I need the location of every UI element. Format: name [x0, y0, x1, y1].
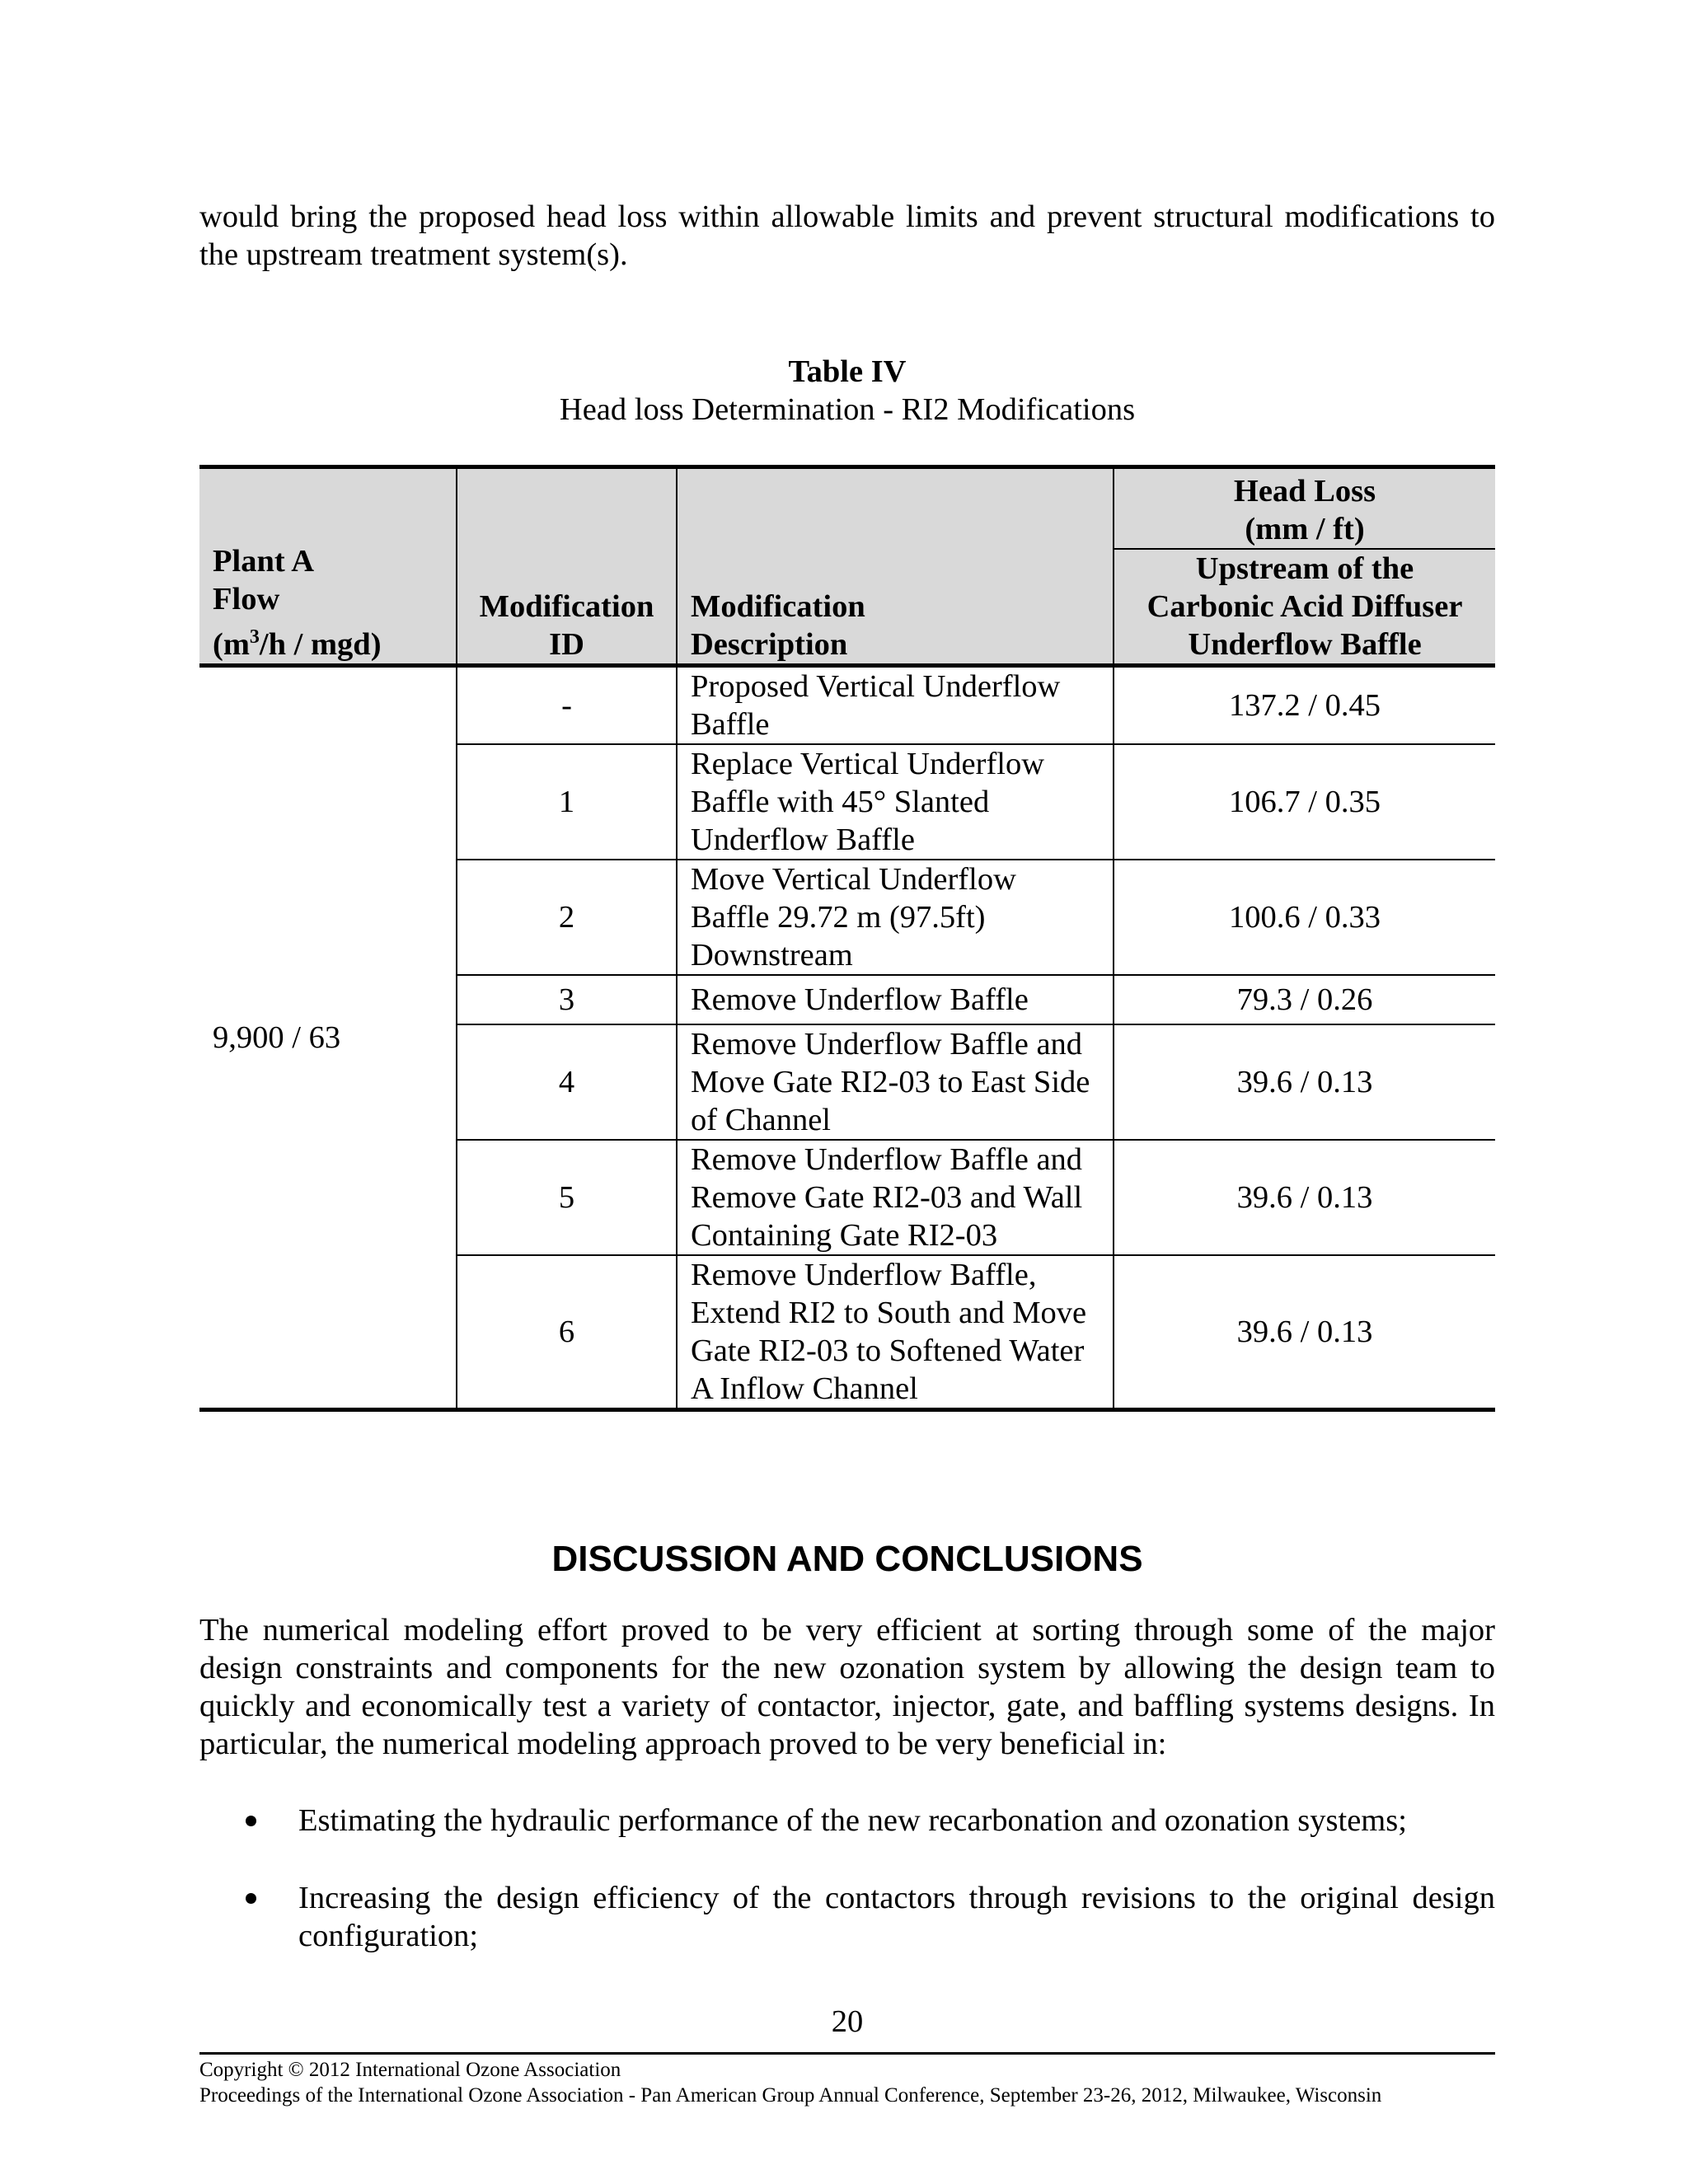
table-header-row: [199, 467, 1495, 550]
row-id: 3: [457, 975, 677, 1024]
row-id: 6: [457, 1255, 677, 1410]
header-modification-id: [457, 467, 677, 666]
header-mod-id-line1: Modification: [479, 589, 654, 624]
header-mod-id-line2: ID: [549, 627, 584, 662]
head-loss-table: [199, 465, 1495, 1412]
page-number: 20: [831, 2004, 864, 2039]
row-id: -: [457, 666, 677, 745]
row-description: Replace Vertical Underflow Baffle with 45° Slanted Underflow Baffle: [677, 744, 1114, 860]
row-id: 5: [457, 1140, 677, 1255]
table-row: [199, 666, 1495, 745]
bullet-text: Estimating the hydraulic performance of the new recarbonation and ozonation systems;: [298, 1803, 1407, 1838]
bullet-text: Increasing the design efficiency of the contactors through revisions to the original design configuration;: [298, 1881, 1495, 1953]
row-description: Remove Underflow Baffle: [677, 975, 1114, 1024]
table-caption: Head loss Determination - RI2 Modifications: [559, 392, 1136, 427]
header-mod-desc-line2: Description: [691, 627, 848, 662]
row-description: Remove Underflow Baffle and Remove Gate RI2-03 and Wall Containing Gate RI2-03: [677, 1140, 1114, 1255]
header-upstream: [1114, 549, 1495, 666]
row-id: 4: [457, 1024, 677, 1140]
row-id: 2: [457, 860, 677, 975]
header-flow-unit: [213, 618, 443, 663]
header-flow-line1: Plant A: [213, 544, 315, 579]
header-modification-description: [677, 467, 1114, 666]
row-id: 1: [457, 744, 677, 860]
header-plant-flow: [199, 467, 457, 666]
row-head-loss: 137.2 / 0.45: [1114, 666, 1495, 745]
section-heading: DISCUSSION AND CONCLUSIONS: [551, 1539, 1143, 1579]
header-head-loss-line1: Head Loss: [1233, 474, 1376, 509]
row-description: Move Vertical Underflow Baffle 29.72 m (97.5ft) Downstream: [677, 860, 1114, 975]
header-upstream-line2: Carbonic Acid Diffuser: [1146, 589, 1463, 624]
header-mod-desc-line1: Modification: [691, 589, 865, 624]
header-flow-line2: Flow: [213, 582, 280, 617]
row-head-loss: 39.6 / 0.13: [1114, 1255, 1495, 1410]
bullet-list: [199, 1802, 1495, 1994]
list-item: [199, 1879, 1495, 1955]
row-head-loss: 39.6 / 0.13: [1114, 1140, 1495, 1255]
bullet-icon: [246, 1893, 256, 1904]
row-head-loss: 106.7 / 0.35: [1114, 744, 1495, 860]
footer-divider: [199, 2052, 1495, 2055]
header-upstream-line1: Upstream of the: [1195, 551, 1414, 586]
header-upstream-line3: Underflow Baffle: [1188, 627, 1422, 662]
row-head-loss: 79.3 / 0.26: [1114, 975, 1495, 1024]
row-description: Remove Underflow Baffle and Move Gate RI2-03 to East Side of Channel: [677, 1024, 1114, 1140]
intro-paragraph: would bring the proposed head loss within allowable limits and prevent structural modifications to the upstream treatment system(s).: [199, 199, 1495, 272]
conclusion-paragraph: The numerical modeling effort proved to be very efficient at sorting through some of the major design constraints and components for the new ozonation system by allowing the design team to quickly and economically test a variety of contactor, injector, gate, and baffling systems designs. In particular, the numerical modeling approach proved to be very beneficial in:: [199, 1613, 1495, 1761]
footer-copyright: Copyright © 2012 International Ozone Association: [199, 2059, 621, 2081]
header-flow-unit-post: /h / mgd): [259, 627, 382, 662]
row-head-loss: 39.6 / 0.13: [1114, 1024, 1495, 1140]
row-description: Proposed Vertical Underflow Baffle: [677, 666, 1114, 745]
row-description: Remove Underflow Baffle, Extend RI2 to South and Move Gate RI2-03 to Softened Water A Inflow Channel: [677, 1255, 1114, 1410]
header-head-loss: [1114, 467, 1495, 550]
list-item: [199, 1802, 1495, 1840]
header-flow-unit-sup: 3: [249, 626, 260, 649]
header-flow-unit-pre: (m: [213, 627, 250, 662]
table-number: Table IV: [788, 354, 907, 389]
row-head-loss: 100.6 / 0.33: [1114, 860, 1495, 975]
footer-proceedings: Proceedings of the International Ozone Association - Pan American Group Annual Conference, September 23-26, 2012, Milwaukee, Wisconsin: [199, 2084, 1382, 2107]
flow-value-cell: 9,900 / 63: [199, 666, 457, 1410]
header-head-loss-line2: (mm / ft): [1245, 512, 1365, 546]
bullet-icon: [246, 1816, 256, 1826]
